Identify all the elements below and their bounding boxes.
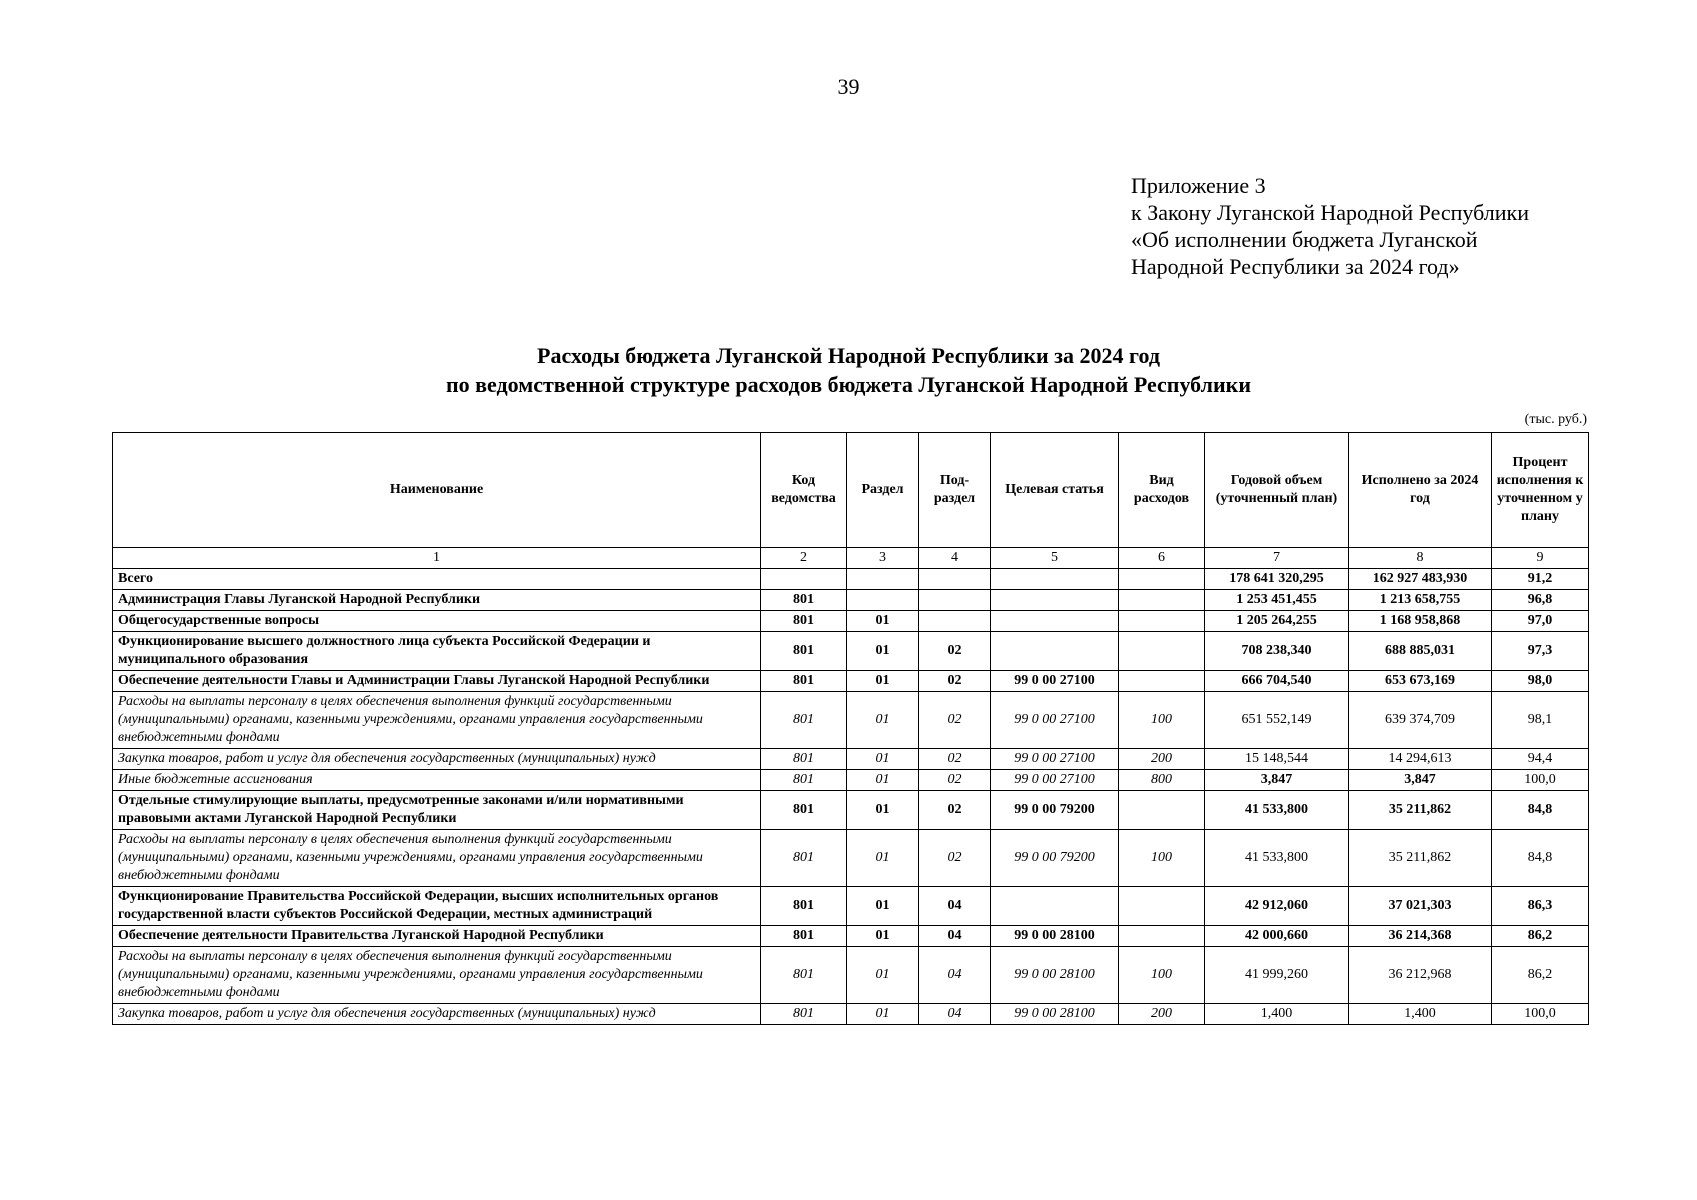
row-percent: 84,8 xyxy=(1492,830,1589,887)
table-row xyxy=(113,887,1589,926)
row-expense-type xyxy=(1119,611,1205,632)
page-number: 39 xyxy=(837,74,860,99)
row-dept-code: 801 xyxy=(761,590,847,611)
row-section: 01 xyxy=(847,887,919,926)
row-subsection: 02 xyxy=(919,749,991,770)
row-annual-plan: 41 533,800 xyxy=(1205,791,1349,830)
row-section: 01 xyxy=(847,1004,919,1025)
row-dept-code: 801 xyxy=(761,632,847,671)
row-section: 01 xyxy=(847,791,919,830)
row-name: Иные бюджетные ассигнования xyxy=(113,770,761,791)
row-section: 01 xyxy=(847,770,919,791)
row-target-article: 99 0 00 28100 xyxy=(991,947,1119,1004)
row-dept-code: 801 xyxy=(761,830,847,887)
row-executed: 1 213 658,755 xyxy=(1349,590,1492,611)
row-annual-plan: 666 704,540 xyxy=(1205,671,1349,692)
appendix-line: «Об исполнении бюджета Луганской xyxy=(1131,227,1478,252)
row-annual-plan: 1 253 451,455 xyxy=(1205,590,1349,611)
document-title xyxy=(0,341,1697,399)
row-dept-code: 801 xyxy=(761,947,847,1004)
header-section: Раздел xyxy=(847,433,919,548)
row-target-article xyxy=(991,569,1119,590)
row-name: Функционирование Правительства Российской Федерации, высших исполнительных органов государственной власти субъектов Российской Федерации, местных администраций xyxy=(113,887,761,926)
row-executed: 35 211,862 xyxy=(1349,791,1492,830)
row-subsection: 04 xyxy=(919,947,991,1004)
row-expense-type: 100 xyxy=(1119,830,1205,887)
header-row xyxy=(113,433,1589,548)
table-row xyxy=(113,1004,1589,1025)
row-section xyxy=(847,569,919,590)
row-expense-type: 100 xyxy=(1119,947,1205,1004)
column-number: 7 xyxy=(1205,548,1349,569)
row-executed: 37 021,303 xyxy=(1349,887,1492,926)
appendix-line: Народной Республики за 2024 год» xyxy=(1131,254,1460,279)
row-section xyxy=(847,590,919,611)
table-row xyxy=(113,611,1589,632)
row-target-article: 99 0 00 27100 xyxy=(991,692,1119,749)
row-executed: 688 885,031 xyxy=(1349,632,1492,671)
row-subsection: 02 xyxy=(919,791,991,830)
row-expense-type xyxy=(1119,569,1205,590)
appendix-line: к Закону Луганской Народной Республики xyxy=(1131,200,1529,225)
row-annual-plan: 1 205 264,255 xyxy=(1205,611,1349,632)
row-executed: 36 214,368 xyxy=(1349,926,1492,947)
row-section: 01 xyxy=(847,692,919,749)
row-annual-plan: 41 999,260 xyxy=(1205,947,1349,1004)
row-dept-code: 801 xyxy=(761,770,847,791)
row-name: Всего xyxy=(113,569,761,590)
row-target-article: 99 0 00 27100 xyxy=(991,770,1119,791)
appendix-line: Приложение 3 xyxy=(1131,173,1266,198)
row-expense-type xyxy=(1119,791,1205,830)
table-row xyxy=(113,926,1589,947)
header-dept-code: Код ведомства xyxy=(761,433,847,548)
column-number: 1 xyxy=(113,548,761,569)
row-subsection: 02 xyxy=(919,830,991,887)
row-annual-plan: 3,847 xyxy=(1205,770,1349,791)
row-executed: 35 211,862 xyxy=(1349,830,1492,887)
row-subsection: 04 xyxy=(919,926,991,947)
row-target-article xyxy=(991,887,1119,926)
row-expense-type xyxy=(1119,632,1205,671)
row-subsection: 04 xyxy=(919,1004,991,1025)
row-executed: 1,400 xyxy=(1349,1004,1492,1025)
row-dept-code xyxy=(761,569,847,590)
row-target-article: 99 0 00 79200 xyxy=(991,791,1119,830)
row-target-article: 99 0 00 27100 xyxy=(991,671,1119,692)
row-dept-code: 801 xyxy=(761,1004,847,1025)
row-dept-code: 801 xyxy=(761,791,847,830)
header-target-article: Целевая статья xyxy=(991,433,1119,548)
row-annual-plan: 178 641 320,295 xyxy=(1205,569,1349,590)
row-annual-plan: 708 238,340 xyxy=(1205,632,1349,671)
row-percent: 97,0 xyxy=(1492,611,1589,632)
appendix-note xyxy=(1131,172,1529,280)
table-row xyxy=(113,671,1589,692)
row-subsection xyxy=(919,569,991,590)
row-expense-type xyxy=(1119,887,1205,926)
header-expense-type: Вид расходов xyxy=(1119,433,1205,548)
row-expense-type xyxy=(1119,926,1205,947)
row-section: 01 xyxy=(847,632,919,671)
row-subsection: 02 xyxy=(919,692,991,749)
row-annual-plan: 651 552,149 xyxy=(1205,692,1349,749)
table-row xyxy=(113,749,1589,770)
table-row xyxy=(113,830,1589,887)
row-annual-plan: 1,400 xyxy=(1205,1004,1349,1025)
table-row xyxy=(113,947,1589,1004)
title-line-1: Расходы бюджета Луганской Народной Республики за 2024 год xyxy=(537,343,1160,368)
row-section: 01 xyxy=(847,671,919,692)
row-name: Обеспечение деятельности Главы и Администрации Главы Луганской Народной Республики xyxy=(113,671,761,692)
header-annual-plan: Годовой объем (уточненный план) xyxy=(1205,433,1349,548)
row-percent: 96,8 xyxy=(1492,590,1589,611)
row-dept-code: 801 xyxy=(761,692,847,749)
row-subsection: 02 xyxy=(919,632,991,671)
row-expense-type: 800 xyxy=(1119,770,1205,791)
row-dept-code: 801 xyxy=(761,749,847,770)
row-target-article: 99 0 00 28100 xyxy=(991,926,1119,947)
header-name: Наименование xyxy=(113,433,761,548)
row-expense-type: 200 xyxy=(1119,1004,1205,1025)
row-target-article xyxy=(991,590,1119,611)
row-executed: 639 374,709 xyxy=(1349,692,1492,749)
row-percent: 100,0 xyxy=(1492,770,1589,791)
table-row xyxy=(113,770,1589,791)
row-percent: 100,0 xyxy=(1492,1004,1589,1025)
row-subsection: 04 xyxy=(919,887,991,926)
row-name: Закупка товаров, работ и услуг для обеспечения государственных (муниципальных) нужд xyxy=(113,1004,761,1025)
table-row xyxy=(113,632,1589,671)
row-executed: 162 927 483,930 xyxy=(1349,569,1492,590)
column-number: 4 xyxy=(919,548,991,569)
row-percent: 86,2 xyxy=(1492,926,1589,947)
row-name: Функционирование высшего должностного лица субъекта Российской Федерации и муниципального образования xyxy=(113,632,761,671)
row-target-article: 99 0 00 28100 xyxy=(991,1004,1119,1025)
row-expense-type xyxy=(1119,671,1205,692)
row-subsection xyxy=(919,590,991,611)
row-target-article: 99 0 00 79200 xyxy=(991,830,1119,887)
header-subsection: Под-раздел xyxy=(919,433,991,548)
row-dept-code: 801 xyxy=(761,671,847,692)
row-name: Общегосударственные вопросы xyxy=(113,611,761,632)
title-line-2: по ведомственной структуре расходов бюджета Луганской Народной Республики xyxy=(445,372,1252,397)
row-dept-code: 801 xyxy=(761,611,847,632)
row-percent: 86,3 xyxy=(1492,887,1589,926)
row-dept-code: 801 xyxy=(761,926,847,947)
row-executed: 653 673,169 xyxy=(1349,671,1492,692)
column-number-row xyxy=(113,548,1589,569)
column-number: 8 xyxy=(1349,548,1492,569)
column-number: 6 xyxy=(1119,548,1205,569)
row-dept-code: 801 xyxy=(761,887,847,926)
column-number: 9 xyxy=(1492,548,1589,569)
column-number: 2 xyxy=(761,548,847,569)
row-executed: 36 212,968 xyxy=(1349,947,1492,1004)
row-subsection: 02 xyxy=(919,671,991,692)
row-section: 01 xyxy=(847,926,919,947)
row-executed: 14 294,613 xyxy=(1349,749,1492,770)
row-name: Расходы на выплаты персоналу в целях обеспечения выполнения функций государственными (муниципальными) органами, казенными учреждениями, органами управления государственными внебюджетными фондами xyxy=(113,692,761,749)
row-target-article xyxy=(991,611,1119,632)
row-annual-plan: 41 533,800 xyxy=(1205,830,1349,887)
row-expense-type: 200 xyxy=(1119,749,1205,770)
row-expense-type xyxy=(1119,590,1205,611)
row-percent: 98,1 xyxy=(1492,692,1589,749)
units-label: (тыс. руб.) xyxy=(1524,412,1587,427)
row-section: 01 xyxy=(847,947,919,1004)
row-expense-type: 100 xyxy=(1119,692,1205,749)
row-target-article xyxy=(991,632,1119,671)
row-percent: 84,8 xyxy=(1492,791,1589,830)
row-subsection xyxy=(919,611,991,632)
row-annual-plan: 42 912,060 xyxy=(1205,887,1349,926)
budget-table xyxy=(112,432,1589,1025)
table-row xyxy=(113,569,1589,590)
row-section: 01 xyxy=(847,830,919,887)
row-percent: 98,0 xyxy=(1492,671,1589,692)
row-percent: 97,3 xyxy=(1492,632,1589,671)
row-name: Расходы на выплаты персоналу в целях обеспечения выполнения функций государственными (муниципальными) органами, казенными учреждениями, органами управления государственными внебюджетными фондами xyxy=(113,830,761,887)
column-number: 5 xyxy=(991,548,1119,569)
table-row xyxy=(113,692,1589,749)
row-annual-plan: 42 000,660 xyxy=(1205,926,1349,947)
header-percent: Процент исполнения к уточненном у плану xyxy=(1492,433,1589,548)
row-name: Отдельные стимулирующие выплаты, предусмотренные законами и/или нормативными правовыми актами Луганской Народной Республики xyxy=(113,791,761,830)
header-executed: Исполнено за 2024 год xyxy=(1349,433,1492,548)
row-name: Расходы на выплаты персоналу в целях обеспечения выполнения функций государственными (муниципальными) органами, казенными учреждениями, органами управления государственными внебюджетными фондами xyxy=(113,947,761,1004)
table-row xyxy=(113,590,1589,611)
row-name: Администрация Главы Луганской Народной Республики xyxy=(113,590,761,611)
row-percent: 94,4 xyxy=(1492,749,1589,770)
row-subsection: 02 xyxy=(919,770,991,791)
table-body xyxy=(113,569,1589,1025)
row-annual-plan: 15 148,544 xyxy=(1205,749,1349,770)
row-name: Обеспечение деятельности Правительства Луганской Народной Республики xyxy=(113,926,761,947)
row-percent: 91,2 xyxy=(1492,569,1589,590)
row-section: 01 xyxy=(847,749,919,770)
row-executed: 3,847 xyxy=(1349,770,1492,791)
row-percent: 86,2 xyxy=(1492,947,1589,1004)
row-section: 01 xyxy=(847,611,919,632)
row-name: Закупка товаров, работ и услуг для обеспечения государственных (муниципальных) нужд xyxy=(113,749,761,770)
row-target-article: 99 0 00 27100 xyxy=(991,749,1119,770)
column-number: 3 xyxy=(847,548,919,569)
row-executed: 1 168 958,868 xyxy=(1349,611,1492,632)
table-row xyxy=(113,791,1589,830)
